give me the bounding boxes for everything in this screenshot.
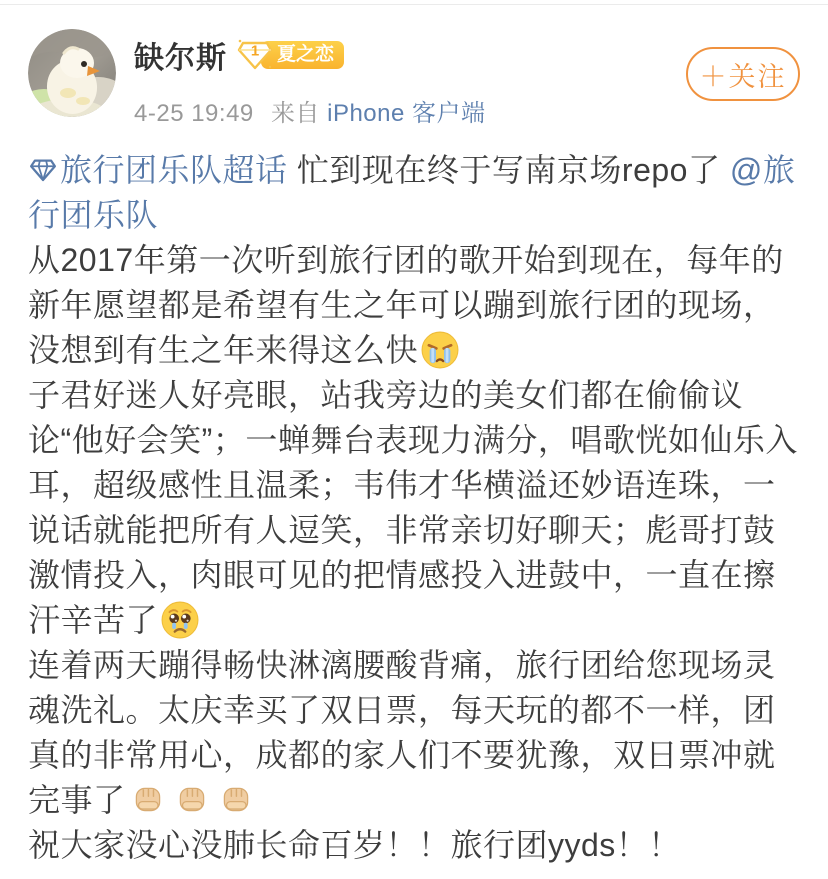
follow-button[interactable]: ＋关注: [686, 47, 800, 101]
post-text: 忙到现在终于写南京场repo了: [287, 152, 730, 188]
fist-emoji: [217, 781, 255, 819]
plush-chick-avatar-image: [28, 29, 116, 117]
svg-text:1: 1: [250, 42, 260, 60]
fan-badge-label: 夏之恋: [261, 41, 344, 69]
supertopic-link[interactable]: 旅行团乐队超话: [28, 152, 288, 188]
timestamp: 4-25 19:49: [134, 100, 254, 127]
post-text: 连着两天蹦得畅快淋漓腰酸背痛，旅行团给您现场灵魂洗礼。太庆幸买了双日票，每天玩的都不一样，团真的非常用心，成都的家人们不要犹豫，双日票冲就完事了: [28, 647, 776, 818]
gem-level-icon: [237, 38, 273, 72]
username[interactable]: 缺尔斯: [134, 42, 227, 75]
post-paragraph: [28, 643, 800, 823]
post-paragraph: [28, 148, 800, 238]
post-meta: [134, 93, 486, 128]
pleading-teary-emoji: [161, 601, 199, 639]
post-body: [0, 128, 828, 868]
post-paragraph: [28, 238, 800, 373]
via-label: 来自: [270, 100, 320, 127]
source-link[interactable]: iPhone 客户端: [327, 100, 486, 127]
name-row: [134, 33, 486, 77]
post-paragraph: [28, 823, 800, 868]
fist-emoji: [129, 781, 167, 819]
avatar[interactable]: [28, 29, 116, 117]
post-header: [0, 5, 828, 128]
loudly-crying-emoji: [421, 331, 459, 369]
post-text: 从2017年第一次听到旅行团的歌开始到现在，每年的新年愿望都是希望有生之年可以蹦到旅行团的现场，没想到有生之年来得这么快: [28, 242, 784, 368]
header-info: [134, 29, 486, 128]
fist-emoji: [173, 781, 211, 819]
mention-link[interactable]: @旅行团乐队: [28, 152, 796, 233]
fan-badge[interactable]: [237, 38, 344, 72]
post-text: 祝大家没心没肺长命百岁！！旅行团yyds！！: [28, 827, 681, 863]
supertopic-gem-icon: [28, 152, 58, 182]
post-text: 子君好迷人好亮眼，站我旁边的美女们都在偷偷议论“他好会笑”；一蝉舞台表现力满分，唱歌恍如仙乐入耳，超级感性且温柔；韦伟才华横溢还妙语连珠，一说话就能把所有人逗笑，非常亲切好聊天；彪哥打鼓激情投入，肉眼可见的把情感投入进鼓中，一直在擦汗辛苦了: [28, 377, 798, 638]
post-paragraph: [28, 373, 800, 643]
